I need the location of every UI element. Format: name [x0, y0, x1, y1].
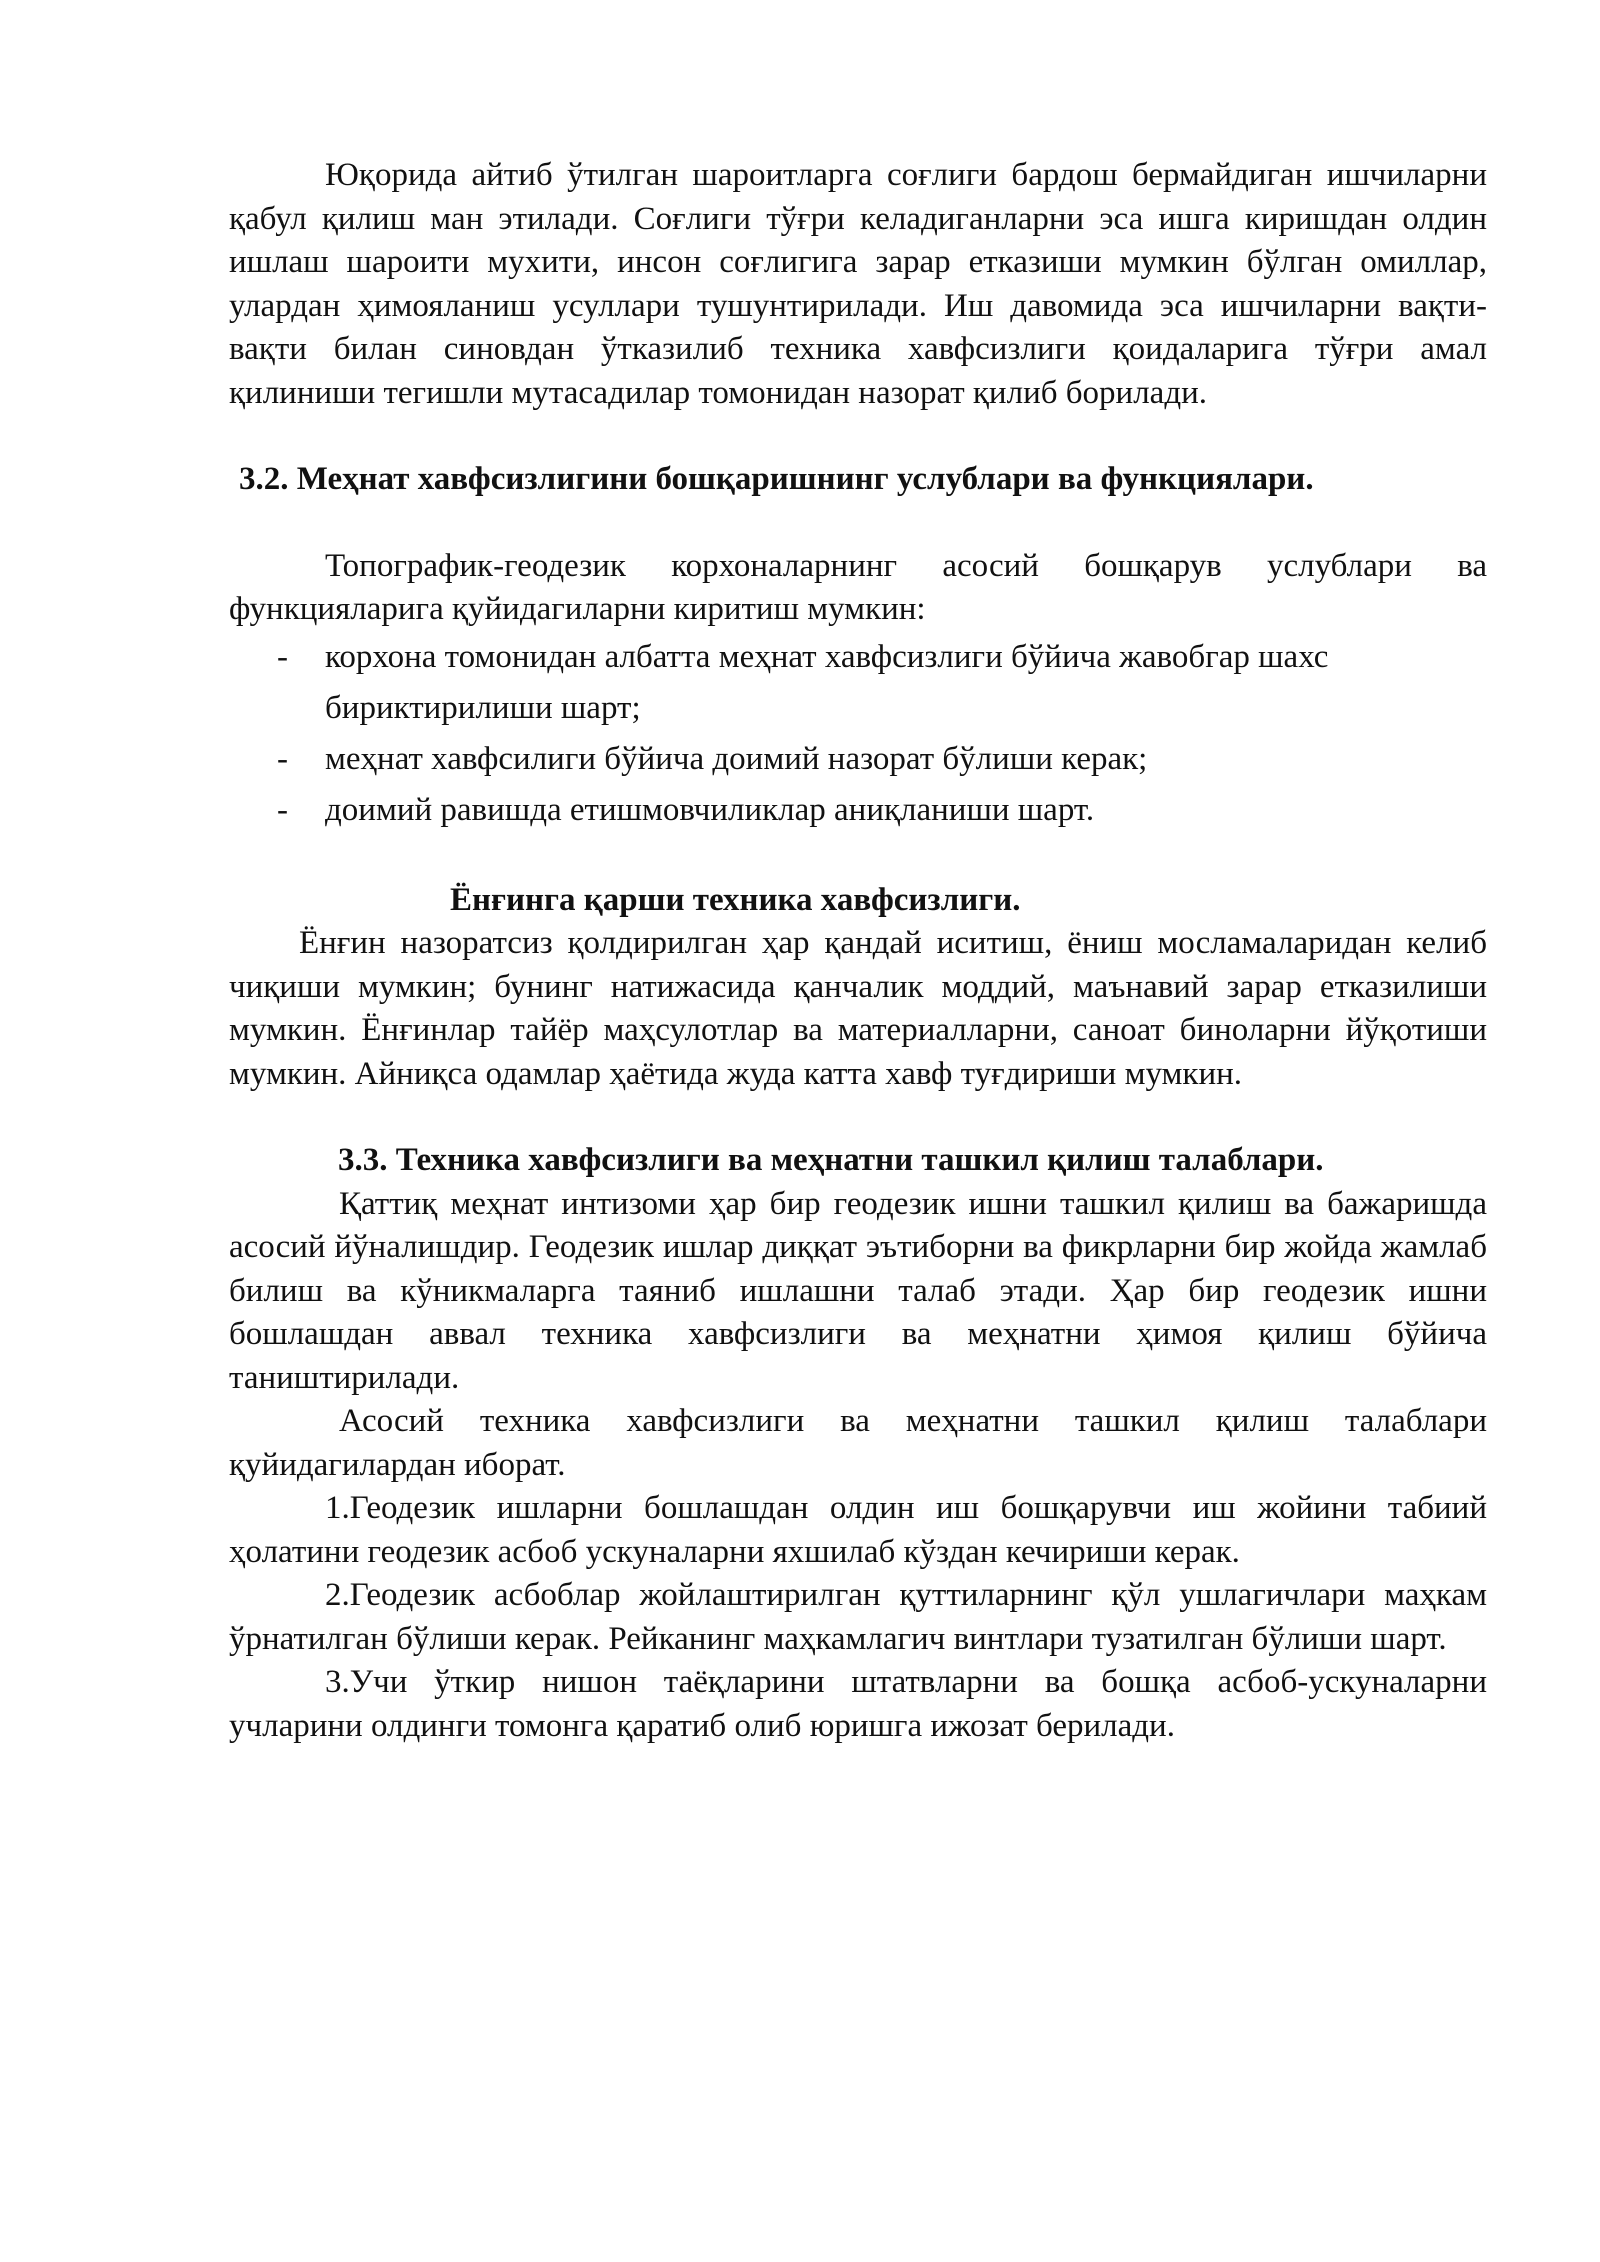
- section-3-3-heading: 3.3. Техника хавфсизлиги ва меҳнатни ташкил қилиш талаблари.: [338, 1142, 1324, 1178]
- list-item: [229, 785, 1487, 836]
- intro-paragraph: Юқорида айтиб ўтилган шароитларга соғлиги бардош бермайдиган ишчиларни қабул қилиш ман этилади. Соғлиги тўғри келадиганларни эса ишга киришдан олдин ишлаш шароити мухити, инсон соғлигига зарар етказиши мумкин бўлган омиллар, улардан ҳимояланиш усуллари тушунтирилади. Иш давомида эса ишчиларни вақти-вақти билан синовдан ўтказилиб техника хавфсизлиги қоидаларига тўғри амал қилиниши тегишли мутасадилар томонидан назорат қилиб борилади.: [229, 157, 1487, 411]
- section-3-3-paragraph-2: Асосий техника хавфсизлиги ва меҳнатни ташкил қилиш талаблари қуйидагилардан иборат.: [229, 1403, 1487, 1483]
- fire-safety-paragraph: Ёнғин назоратсиз қолдирилган ҳар қандай иситиш, ёниш мосламаларидан келиб чиқиши мумкин; бунинг натижасида қанчалик моддий, маънавий зарар етказилиши мумкин. Ёнғинлар тайёр маҳсулотлар ва материалларни, саноат биноларни йўқотиши мумкин. Айниқса одамлар ҳаётида жуда катта хавф туғдириши мумкин.: [229, 925, 1487, 1092]
- list-dash: -: [277, 740, 288, 777]
- fire-safety-heading: Ёнғинга қарши техника хавфсизлиги.: [450, 881, 1021, 918]
- list-item: [229, 734, 1487, 785]
- list-item: [229, 632, 1487, 734]
- list-dash: -: [277, 638, 288, 675]
- numbered-item-3: 3.Учи ўткир нишон таёқларини штатвларни ва бошқа асбоб-ускуналарни учларини олдинги томонга қаратиб олиб юришга ижозат берилади.: [229, 1664, 1487, 1744]
- section-3-2-heading: 3.2. Меҳнат хавфсизлигини бошқаришнинг услублари ва функциялари.: [239, 461, 1314, 497]
- list-item-text: корхона томонидан албатта меҳнат хавфсизлиги бўйича жавобгар шахс бириктирилиши шарт;: [325, 638, 1329, 726]
- list-item-text: меҳнат хавфсилиги бўйича доимий назорат бўлиши керак;: [325, 740, 1148, 777]
- list-item-text: доимий равишда етишмовчиликлар аниқланиши шарт.: [325, 791, 1095, 828]
- section-3-3-paragraph-1: Қаттиқ меҳнат интизоми ҳар бир геодезик ишни ташкил қилиш ва бажаришда асосий йўналишдир. Геодезик ишлар диққат эътиборни ва фикрларни бир жойда жамлаб билиш ва кўникмаларга таяниб ишлашни талаб этади. Ҳар бир геодезик ишни бошлашдан аввал техника хавфсизлиги ва меҳнатни ҳимоя қилиш бўйича таништирилади.: [229, 1185, 1487, 1396]
- numbered-item-1: 1.Геодезик ишларни бошлашдан олдин иш бошқарувчи иш жойини табиий ҳолатини геодезик асбоб ускуналарни яхшилаб кўздан кечириши керак.: [229, 1490, 1487, 1570]
- list-dash: -: [277, 791, 288, 828]
- spacer: [229, 502, 1487, 545]
- numbered-item-2: 2.Геодезик асбоблар жойлаштирилган қуттиларнинг қўл ушлагичлари маҳкам ўрнатилган бўлиши керак. Рейканинг маҳкамлагич винтлари тузатилган бўлиши шарт.: [229, 1577, 1487, 1657]
- section-3-2-paragraph: Топографик-геодезик корхоналарнинг асосий бошқарув услублари ва функцияларига қуйидагиларни киритиш мумкин:: [229, 547, 1487, 627]
- document-body: [229, 154, 1487, 1748]
